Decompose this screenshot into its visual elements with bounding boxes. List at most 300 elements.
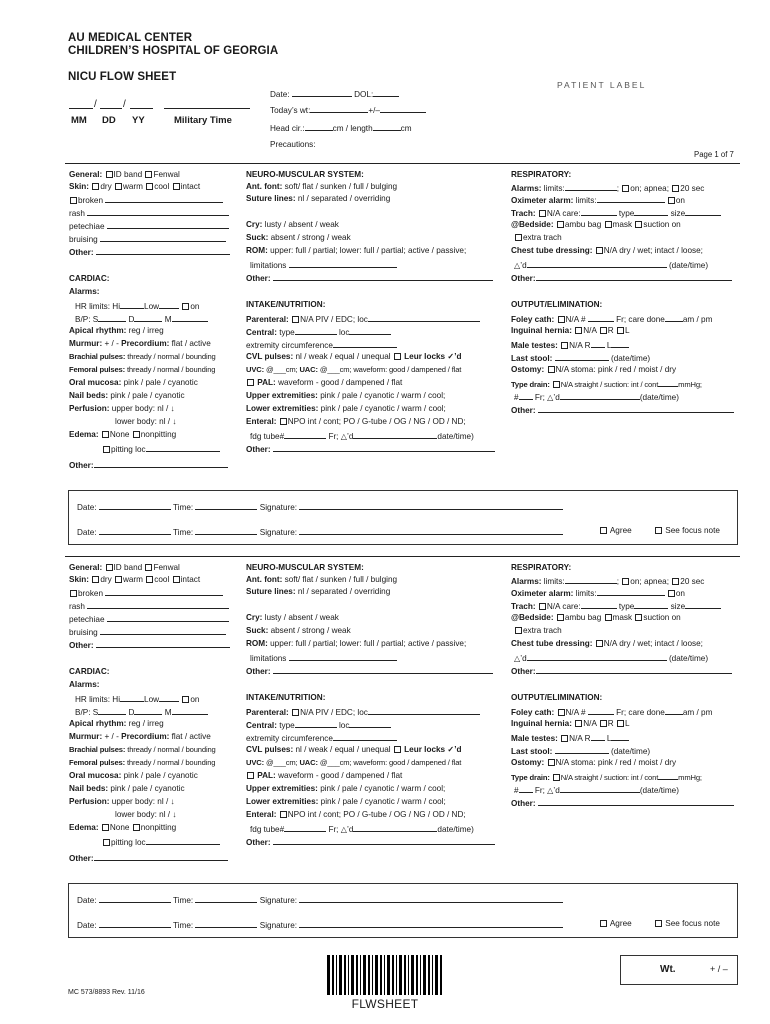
form-row (246, 745, 462, 755)
form-row: OUTPUT/ELIMINATION: (511, 300, 603, 309)
text-label: Date: (77, 503, 97, 512)
fill-in-line[interactable] (195, 501, 257, 510)
text-label: lusty / absent / weak (264, 220, 339, 229)
text-label: @___cm; waveform: good / dampened / flat (319, 365, 462, 374)
fill-in-line[interactable] (611, 339, 629, 348)
fill-in-line[interactable] (581, 600, 617, 609)
text-label: Date: (77, 528, 97, 537)
fill-in-line[interactable] (273, 272, 493, 281)
checkbox[interactable] (145, 171, 152, 178)
fill-in-line[interactable] (665, 313, 683, 322)
checkbox[interactable] (394, 353, 401, 360)
checkbox[interactable] (539, 603, 546, 610)
checkbox[interactable] (92, 183, 99, 190)
form-row (115, 810, 176, 820)
form-row (511, 339, 629, 351)
checkbox[interactable] (561, 735, 568, 742)
checkbox[interactable] (558, 709, 565, 716)
text-label: thready / normal / bounding (127, 745, 216, 754)
checkbox[interactable] (548, 366, 555, 373)
text-label: pink / pale / cyanotic / warm / cool; (320, 404, 446, 413)
fill-in-line[interactable] (634, 207, 668, 216)
form-row (599, 919, 632, 929)
fill-in-line[interactable] (299, 894, 563, 903)
checkbox[interactable] (103, 446, 110, 453)
text-label: Fenwal (153, 170, 180, 179)
form-row (246, 194, 390, 204)
text-label: Ostomy: (511, 758, 545, 767)
checkbox[interactable] (102, 824, 109, 831)
text-label: (date/time) (610, 747, 651, 756)
fill-in-line[interactable] (159, 300, 179, 309)
form-row (69, 246, 230, 258)
checkbox[interactable] (280, 418, 287, 425)
text-label: rash (69, 209, 85, 218)
text-label: Oximeter alarm: (511, 589, 574, 598)
fill-in-line[interactable] (120, 693, 144, 702)
fill-in-line[interactable] (658, 771, 678, 780)
fill-in-line[interactable] (94, 852, 228, 861)
fill-in-line[interactable] (96, 246, 230, 255)
text-label: Skin: (69, 575, 90, 584)
form-row: Alarms: limits: ; on; apnea; 20 sec (511, 184, 705, 193)
form-row (69, 339, 211, 349)
checkbox[interactable] (600, 920, 607, 927)
text-label: N/A (546, 209, 561, 218)
fill-in-line[interactable] (333, 339, 397, 348)
fill-in-line[interactable] (99, 919, 171, 928)
checkbox[interactable] (133, 431, 140, 438)
text-label: Other: (69, 461, 94, 470)
form-row (69, 745, 216, 755)
checkbox[interactable] (668, 197, 675, 204)
form-row: NEURO-MUSCULAR SYSTEM: (246, 563, 364, 572)
checkbox[interactable] (655, 920, 662, 927)
text-label: N/A (603, 639, 617, 648)
form-row (511, 706, 712, 718)
checkbox[interactable] (280, 811, 287, 818)
text-label: Ant. font: (246, 575, 283, 584)
checkbox[interactable] (672, 185, 679, 192)
fill-in-line[interactable] (107, 220, 229, 229)
fill-in-line[interactable] (333, 732, 397, 741)
form-row (69, 352, 216, 362)
text-label: Oral mucosa: (69, 771, 122, 780)
form-row (75, 300, 199, 312)
checkbox[interactable] (548, 759, 555, 766)
form-row: Alarms: (69, 680, 100, 689)
text-label: ROM: (246, 246, 268, 255)
form-row (511, 194, 685, 206)
fill-in-line[interactable] (685, 600, 721, 609)
fill-in-line[interactable] (295, 719, 337, 728)
fill-in-line[interactable] (373, 122, 401, 131)
text-label: None (109, 823, 130, 832)
fill-in-line[interactable] (565, 182, 617, 191)
text-label: B/P: S (75, 315, 99, 324)
fill-in-line[interactable] (519, 391, 533, 400)
form-row (511, 719, 630, 729)
fill-in-line[interactable] (353, 430, 437, 439)
text-label: N/A (569, 734, 583, 743)
checkbox[interactable] (106, 171, 113, 178)
fill-in-line[interactable] (134, 706, 162, 715)
fill-in-line[interactable] (519, 784, 533, 793)
fill-in-line[interactable] (195, 894, 257, 903)
checkbox[interactable] (133, 824, 140, 831)
text-label: Nail beds: (69, 784, 109, 793)
fill-in-line[interactable] (172, 706, 208, 715)
checkbox[interactable] (247, 379, 254, 386)
checkbox[interactable] (668, 590, 675, 597)
fill-in-line[interactable] (555, 745, 609, 754)
checkbox[interactable] (553, 381, 560, 388)
text-label: waveform - good / dampened / flat (278, 771, 403, 780)
form-row (246, 313, 480, 325)
form-row (246, 836, 495, 848)
form-row (246, 575, 397, 585)
checkbox[interactable] (557, 614, 564, 621)
form-row (69, 626, 226, 638)
text-label: bruising (69, 235, 98, 244)
text-label: CVL pulses: (246, 745, 294, 754)
checkbox[interactable] (635, 221, 642, 228)
checkbox[interactable] (173, 576, 180, 583)
fill-in-line[interactable] (99, 894, 171, 903)
form-row: OUTPUT/ELIMINATION: (511, 693, 603, 702)
text-label: PAL: (257, 771, 276, 780)
text-label: Leur locks ✓’d (404, 745, 462, 754)
fill-in-line[interactable] (87, 207, 229, 216)
form-row (69, 613, 229, 625)
text-label: date/time) (437, 432, 474, 441)
text-label: pitting loc (111, 445, 146, 454)
text-label: N/A (569, 341, 583, 350)
checkbox[interactable] (70, 590, 77, 597)
form-row (75, 693, 199, 705)
checkbox[interactable] (672, 578, 679, 585)
text-label: UVC: (246, 365, 264, 374)
text-label: apnea; (643, 577, 669, 586)
fill-in-line[interactable] (284, 823, 326, 832)
fill-in-line[interactable] (273, 836, 495, 845)
text-label: Inguinal hernia: (511, 326, 572, 335)
fill-in-line[interactable] (634, 600, 668, 609)
text-label: petechiae (69, 615, 105, 624)
fill-in-line[interactable] (105, 587, 223, 596)
form-row (250, 823, 474, 835)
text-label: General: (69, 170, 103, 179)
checkbox[interactable] (596, 640, 603, 647)
checkbox[interactable] (617, 720, 624, 727)
fill-in-line[interactable] (289, 259, 397, 268)
form-row (246, 378, 402, 388)
text-label: Today’s wt: (270, 106, 311, 115)
text-label: reg / irreg (128, 719, 164, 728)
fill-in-line[interactable] (98, 706, 126, 715)
divider (69, 108, 93, 109)
checkbox[interactable] (146, 576, 153, 583)
checkbox[interactable] (146, 183, 153, 190)
fill-in-line[interactable] (588, 313, 614, 322)
fill-in-line[interactable] (292, 88, 352, 97)
fill-in-line[interactable] (105, 194, 223, 203)
text-label: Chest tube dressing: (511, 246, 593, 255)
barcode-text: FLWSHEET (351, 997, 419, 1011)
fill-in-line[interactable] (99, 526, 171, 535)
form-row (246, 404, 446, 414)
fill-in-line[interactable] (353, 823, 437, 832)
checkbox[interactable] (635, 614, 642, 621)
checkbox[interactable] (515, 627, 522, 634)
checkbox[interactable] (655, 527, 662, 534)
fill-in-line[interactable] (555, 352, 609, 361)
text-label: N/A straight / suction: int / cont (560, 773, 659, 782)
form-row: RESPIRATORY: (511, 563, 572, 572)
fill-in-line[interactable] (107, 613, 229, 622)
fill-in-line[interactable] (527, 652, 667, 661)
text-label: N/A straight / suction: int / cont (560, 380, 659, 389)
form-row (246, 613, 339, 623)
fill-in-line[interactable] (560, 784, 640, 793)
form-row (246, 352, 462, 362)
fill-in-line[interactable] (591, 732, 605, 741)
text-label: cool (154, 182, 170, 191)
form-row (514, 233, 562, 243)
text-label: CVL pulses: (246, 352, 294, 361)
checkbox[interactable] (145, 564, 152, 571)
form-row (511, 745, 650, 757)
fill-in-line[interactable] (560, 391, 640, 400)
checkbox[interactable] (292, 316, 299, 323)
text-label: N/A (546, 602, 561, 611)
fill-in-line[interactable] (685, 207, 721, 216)
fill-in-line[interactable] (565, 575, 617, 584)
fill-in-line[interactable] (100, 233, 226, 242)
text-label: R (584, 734, 591, 743)
text-label: Enteral: (246, 810, 277, 819)
form-row (69, 758, 215, 768)
text-label: (date/time) (610, 354, 651, 363)
text-label: Alarms: (511, 184, 542, 193)
fill-in-line[interactable] (195, 919, 257, 928)
form-row (511, 639, 703, 649)
form-row (69, 587, 223, 599)
military-time-line[interactable] (164, 108, 250, 109)
checkbox[interactable] (102, 431, 109, 438)
checkbox[interactable] (103, 839, 110, 846)
checkbox[interactable] (600, 527, 607, 534)
checkbox[interactable] (247, 772, 254, 779)
form-row (511, 771, 702, 783)
form-row (511, 613, 681, 623)
fill-in-line[interactable] (368, 706, 480, 715)
text-label: soft/ flat / sunken / full / bulging (284, 182, 398, 191)
fill-in-line[interactable] (658, 378, 678, 387)
checkbox[interactable] (115, 576, 122, 583)
fill-in-line[interactable] (96, 639, 230, 648)
checkbox[interactable] (173, 183, 180, 190)
fill-in-line[interactable] (94, 459, 228, 468)
text-label: broken (78, 196, 104, 205)
fill-in-line[interactable] (87, 600, 229, 609)
checkbox[interactable] (622, 185, 629, 192)
fill-in-line[interactable] (100, 626, 226, 635)
fill-in-line[interactable] (134, 313, 162, 322)
fill-in-line[interactable] (581, 207, 617, 216)
checkbox[interactable] (553, 774, 560, 781)
checkbox[interactable] (600, 720, 607, 727)
fill-in-line[interactable] (527, 259, 667, 268)
checkbox[interactable] (182, 696, 189, 703)
fill-in-line[interactable] (284, 430, 326, 439)
form-row (654, 919, 720, 929)
fill-in-line[interactable] (310, 104, 368, 113)
yy-label: YY (132, 115, 145, 126)
checkbox[interactable] (561, 342, 568, 349)
fill-in-line[interactable] (588, 706, 614, 715)
text-label: apnea; (643, 184, 669, 193)
checkbox[interactable] (622, 578, 629, 585)
assessment-section-2[interactable] (0, 563, 770, 943)
text-label: N/A stoma: pink / red / moist / dry (555, 365, 677, 374)
fill-in-line[interactable] (349, 326, 391, 335)
fill-in-line[interactable] (373, 88, 399, 97)
text-label: nl / weak / equal / unequal (295, 352, 391, 361)
text-label: Fenwal (153, 563, 180, 572)
checkbox[interactable] (617, 327, 624, 334)
fill-in-line[interactable] (146, 443, 220, 452)
fill-in-line[interactable] (538, 404, 734, 413)
text-label: NPO int / cont; PO / G-tube / OG / NG / OD / ND; (287, 417, 466, 426)
text-label: See focus note (665, 526, 720, 535)
text-label: M (164, 708, 172, 717)
text-label: fdg tube# (250, 825, 285, 834)
fill-in-line[interactable] (538, 797, 734, 806)
checkbox[interactable] (106, 564, 113, 571)
fill-in-line[interactable] (295, 326, 337, 335)
form-row (514, 626, 562, 636)
checkbox[interactable] (596, 247, 603, 254)
form-row (69, 732, 211, 742)
assessment-section-1[interactable] (0, 170, 770, 550)
fill-in-line[interactable] (299, 526, 563, 535)
text-label: Fr; △’d (328, 432, 354, 441)
fill-in-line[interactable] (299, 919, 563, 928)
fill-in-line[interactable] (597, 194, 665, 203)
checkbox[interactable] (600, 327, 607, 334)
text-label: lower body: nl / ↓ (115, 810, 177, 819)
checkbox[interactable] (539, 210, 546, 217)
fill-in-line[interactable] (146, 836, 220, 845)
text-label: absent / strong / weak (270, 233, 351, 242)
text-label: Leur locks ✓’d (404, 352, 462, 361)
checkbox[interactable] (115, 183, 122, 190)
checkbox[interactable] (292, 709, 299, 716)
fill-in-line[interactable] (536, 665, 732, 674)
form-row (246, 797, 446, 807)
text-label: on (190, 695, 200, 704)
text-label: thready / normal / bounding (127, 352, 216, 361)
fill-in-line[interactable] (380, 104, 426, 113)
form-row (514, 652, 708, 664)
checkbox[interactable] (558, 316, 565, 323)
fill-in-line[interactable] (349, 719, 391, 728)
checkbox[interactable] (575, 720, 582, 727)
text-label: type (618, 209, 635, 218)
fill-in-line[interactable] (368, 313, 480, 322)
fill-in-line[interactable] (195, 526, 257, 535)
checkbox[interactable] (70, 197, 77, 204)
text-label: N/A PIV / EDC; loc (300, 315, 368, 324)
checkbox[interactable] (515, 234, 522, 241)
text-label: pink / pale / cyanotic / warm / cool; (320, 784, 446, 793)
text-label: 20 sec (680, 577, 705, 586)
fill-in-line[interactable] (536, 272, 732, 281)
text-label: △’d (514, 261, 527, 270)
text-label: PAL: (257, 378, 276, 387)
fill-in-line[interactable] (289, 652, 397, 661)
fill-in-line[interactable] (172, 313, 208, 322)
checkbox[interactable] (394, 746, 401, 753)
text-label: Fr; care done (616, 315, 665, 324)
form-row (246, 784, 445, 794)
form-row (246, 417, 466, 427)
checkbox[interactable] (557, 221, 564, 228)
fill-in-line[interactable] (159, 693, 179, 702)
checkbox[interactable] (575, 327, 582, 334)
text-label: + / - (104, 732, 119, 741)
checkbox[interactable] (182, 303, 189, 310)
fill-in-line[interactable] (273, 665, 493, 674)
text-label: Femoral pulses: (69, 365, 125, 374)
text-label: nonpitting (140, 823, 177, 832)
text-label: Other: (69, 641, 94, 650)
form-row (69, 784, 185, 794)
form-row (75, 313, 208, 325)
checkbox[interactable] (605, 221, 612, 228)
text-label: N/A stoma: pink / red / moist / dry (555, 758, 677, 767)
fill-in-line[interactable] (98, 313, 126, 322)
precautions-row (270, 140, 316, 150)
checkbox[interactable] (605, 614, 612, 621)
fill-in-line[interactable] (273, 443, 495, 452)
fill-in-line[interactable] (611, 732, 629, 741)
text-label: extra trach (523, 626, 562, 635)
form-row (115, 417, 176, 427)
checkbox[interactable] (92, 576, 99, 583)
fill-in-line[interactable] (99, 501, 171, 510)
fill-in-line[interactable] (120, 300, 144, 309)
fill-in-line[interactable] (591, 339, 605, 348)
fill-in-line[interactable] (299, 501, 563, 510)
fill-in-line[interactable] (597, 587, 665, 596)
text-label: HR limits: Hi (75, 695, 121, 704)
text-label: N/A (583, 326, 597, 335)
text-label: lower body: nl / ↓ (115, 417, 177, 426)
text-label: mmHg; (678, 773, 702, 782)
form-row (250, 259, 397, 271)
text-label: Other: (511, 799, 536, 808)
fill-in-line[interactable] (665, 706, 683, 715)
text-label: @Bedside: (511, 220, 554, 229)
text-label: Last stool: (511, 747, 553, 756)
fill-in-line[interactable] (305, 122, 333, 131)
text-label: Nail beds: (69, 391, 109, 400)
text-label: warm (122, 182, 143, 191)
text-label: N/A # (565, 708, 586, 717)
text-label: on (675, 589, 685, 598)
